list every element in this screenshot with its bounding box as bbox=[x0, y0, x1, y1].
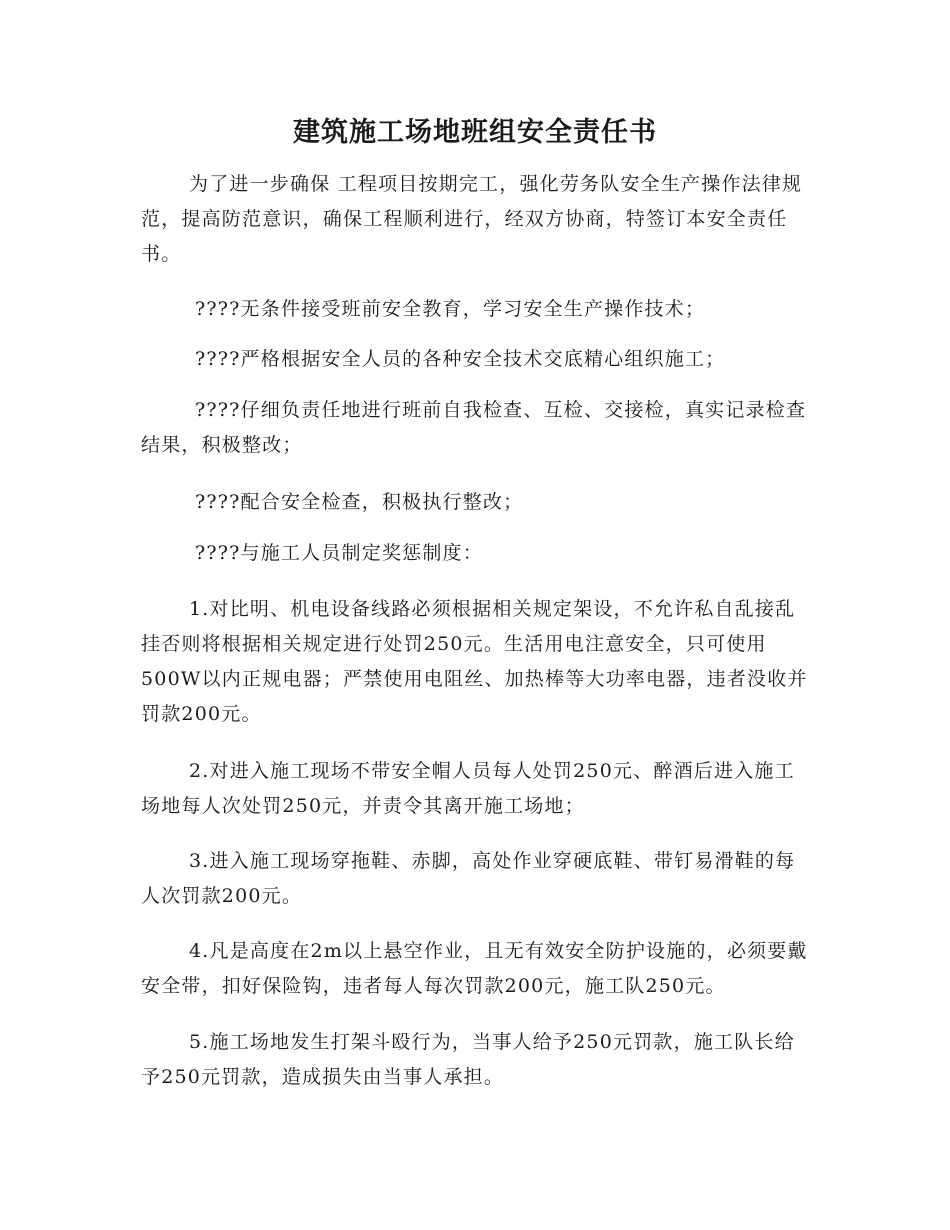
rule-item-4: 4.凡是高度在2m以上悬空作业，且无有效安全防护设施的，必须要戴安全带，扣好保险钩，违者每人每次罚款200元，施工队250元。 bbox=[141, 940, 808, 997]
intro-paragraph: 为了进一步确保 工程项目按期完工，强化劳务队安全生产操作法律规范，提高防范意识，确保工程顺利进行，经双方协商，特签订本安全责任书。 bbox=[141, 173, 803, 265]
duty-item-1: ????无条件接受班前安全教育，学习安全生产操作技术； bbox=[195, 298, 706, 320]
rule-item-1: 1.对比明、机电设备线路必须根据相关规定架设，不允许私自乱接乱挂否则将根据相关规定进行处罚250元。生活用电注意安全，只可使用500W以内正规电器；严禁使用电阻丝、加热棒等大功率电器，违者没收并罚款200元。 bbox=[141, 598, 808, 725]
duty-item-2: ????严格根据安全人员的各种安全技术交底精心组织施工； bbox=[195, 348, 726, 370]
duty-item-5: ????与施工人员制定奖惩制度： bbox=[195, 542, 483, 564]
rule-item-3: 3.进入施工现场穿拖鞋、赤脚，高处作业穿硬底鞋、带钉易滑鞋的每人次罚款200元。 bbox=[141, 850, 796, 907]
duty-item-3: ????仔细负责任地进行班前自我检查、互检、交接检，真实记录检查结果，积极整改； bbox=[141, 399, 807, 456]
duty-item-4: ????配合安全检查，积极执行整改； bbox=[195, 491, 524, 513]
document-title: 建筑施工场地班组安全责任书 bbox=[293, 117, 657, 148]
rule-item-5: 5.施工场地发生打架斗殴行为，当事人给予250元罚款，施工队长给予250元罚款，造成损失由当事人承担。 bbox=[141, 1031, 795, 1088]
rule-item-2: 2.对进入施工现场不带安全帽人员每人处罚250元、醉酒后进入施工场地每人次处罚250元，并责令其离开施工场地； bbox=[141, 760, 795, 817]
